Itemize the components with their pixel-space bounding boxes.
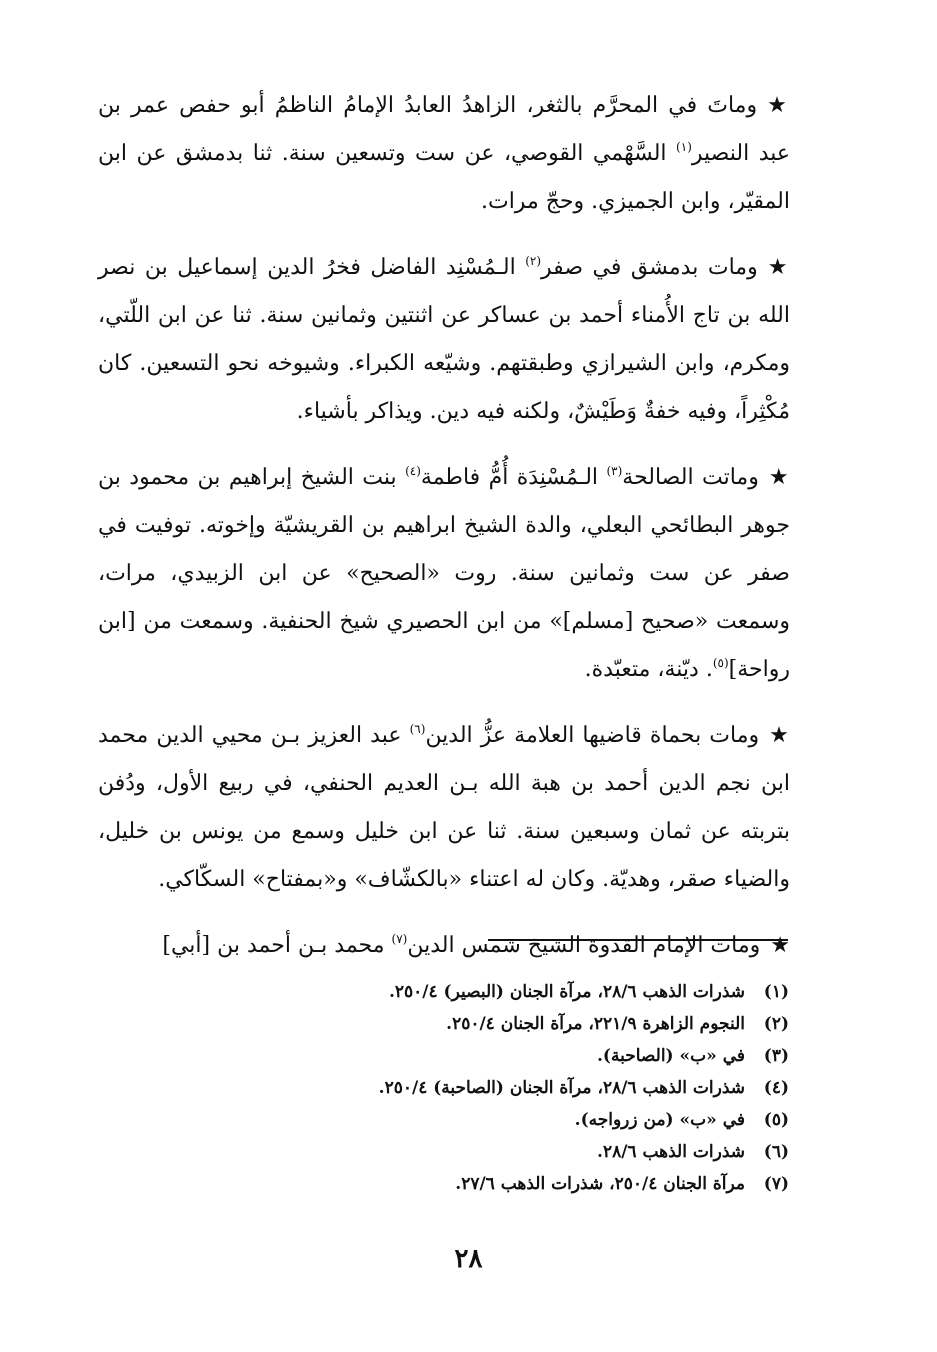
entry-text: وماتَ في المحرَّم بالثغر، الزاهدُ العابدُ الإمامُ الناظمُ أبو حفص عمر بن عبد النصير (98, 93, 791, 166)
footnote-number: (١) (763, 982, 789, 1002)
footnote-text: في «ب» (الصاحبة). (597, 1046, 745, 1066)
entry-text: الـمُسْنِد الفاضل فخرُ الدين إسماعيل بن نصر الله بن تاج الأُمناء أحمد بن عساكر عن اثنتين وثمانين سنة. ثنا عن ابن اللّتي، ومكرم، وابن الشيرازي وطبقتهم. وشيّعه الكبراء. وشيوخه نحو التسعين. كان مُكْثِراً، وفيه خفةٌ وَطَيْشٌ، ولكنه فيه دين. ويذاكر بأشياء. (98, 255, 790, 424)
footnotes (229, 976, 789, 1200)
entry-text: الـمُسْنِدَة أُمُّ فاطمة (420, 465, 607, 490)
footnote-ref: (٦) (409, 722, 426, 736)
footnote-text: شذرات الذهب ٢٨/٦. (597, 1142, 745, 1162)
footnote-text: النجوم الزاهرة ٢٢١/٩، مرآة الجنان ٢٥٠/٤. (446, 1014, 745, 1034)
footnote-number: (٢) (763, 1014, 789, 1034)
star-icon: ★ (769, 723, 790, 748)
entry-4 (98, 712, 790, 904)
entry-text: السَّهْمي القوصي، عن ست وتسعين سنة. ثنا بدمشق عن ابن المقيّر، وابن الجميزي. وحجّ مرات. (98, 141, 790, 214)
star-icon: ★ (767, 93, 790, 118)
page-number: ٢٨ (454, 1244, 483, 1274)
entry-text: وماتت الصالحة (622, 465, 759, 490)
footnote-ref: (٤) (405, 464, 421, 478)
entry-text: بنت الشيخ إبراهيم بن محمود بن جوهر البطائحي البعلي، والدة الشيخ ابراهيم بن القريشيّة وإخوته. توفيت في صفر عن ست وثمانين سنة. روت «الصحيح» عن ابن الزبيدي، مرات، وسمعت «صحيح [مسلم]» من ابن الحصيري شيخ الحنفية. وسمعت من [ابن رواحة] (98, 465, 790, 682)
footnote-2 (229, 1008, 789, 1040)
entry-text: . ديّنة، متعبّدة. (584, 657, 713, 682)
footnote-number: (٦) (763, 1142, 789, 1162)
footnote-ref: (٥) (712, 656, 729, 670)
entry-text: محمد بـن أحمد بن [أبي] (162, 933, 392, 958)
footnote-text: شذرات الذهب ٢٨/٦، مرآة الجنان (الصاحبة) ٢٥٠/٤. (378, 1078, 745, 1098)
star-icon: ★ (770, 933, 790, 958)
footnote-number: (٤) (763, 1078, 789, 1098)
footnote-ref: (٣) (606, 464, 623, 478)
footnote-separator (488, 939, 788, 941)
footnote-3 (229, 1040, 789, 1072)
footnote-ref: (٢) (525, 254, 542, 268)
footnote-1 (229, 976, 789, 1008)
footnote-number: (٥) (763, 1110, 789, 1130)
entry-text: ومات بحماة قاضيها العلامة عزُّ الدين (425, 723, 760, 748)
footnote-number: (٧) (763, 1174, 789, 1194)
footnote-number: (٣) (763, 1046, 789, 1066)
footnote-7 (229, 1168, 789, 1200)
footnote-4 (229, 1072, 789, 1104)
footnote-6 (229, 1136, 789, 1168)
entry-text: ومات الإمام القدوة الشيخ شمس الدين (407, 933, 761, 958)
entry-text: عبد العزيز بـن محيي الدين محمد ابن نجم الدين أحمد بن هبة الله بـن العديم الحنفي، في ربيع الأول، ودُفن بتربته عن ثمان وسبعين سنة. ثنا عن ابن خليل وسمع من يونس بن خليل، والضياء صقر، وهديّة. وكان له اعتناء «بالكشّاف» و«بمفتاح» السكّاكي. (98, 723, 790, 892)
main-text (98, 82, 790, 970)
footnote-ref: (٧) (391, 932, 408, 946)
footnote-5 (229, 1104, 789, 1136)
footnote-text: في «ب» (من زرواجه). (574, 1110, 745, 1130)
star-icon: ★ (767, 255, 790, 280)
entry-text: ومات بدمشق في صفر (541, 255, 758, 280)
footnote-text: شذرات الذهب ٢٨/٦، مرآة الجنان (البصير) ٢٥٠/٤. (388, 982, 745, 1002)
footnote-text: مرآة الجنان ٢٥٠/٤، شذرات الذهب ٢٧/٦. (455, 1174, 745, 1194)
entry-3 (98, 454, 790, 694)
star-icon: ★ (768, 465, 790, 490)
entry-1 (98, 82, 790, 226)
footnote-ref: (١) (676, 140, 692, 154)
entry-5 (98, 922, 790, 970)
entry-2 (98, 244, 790, 436)
